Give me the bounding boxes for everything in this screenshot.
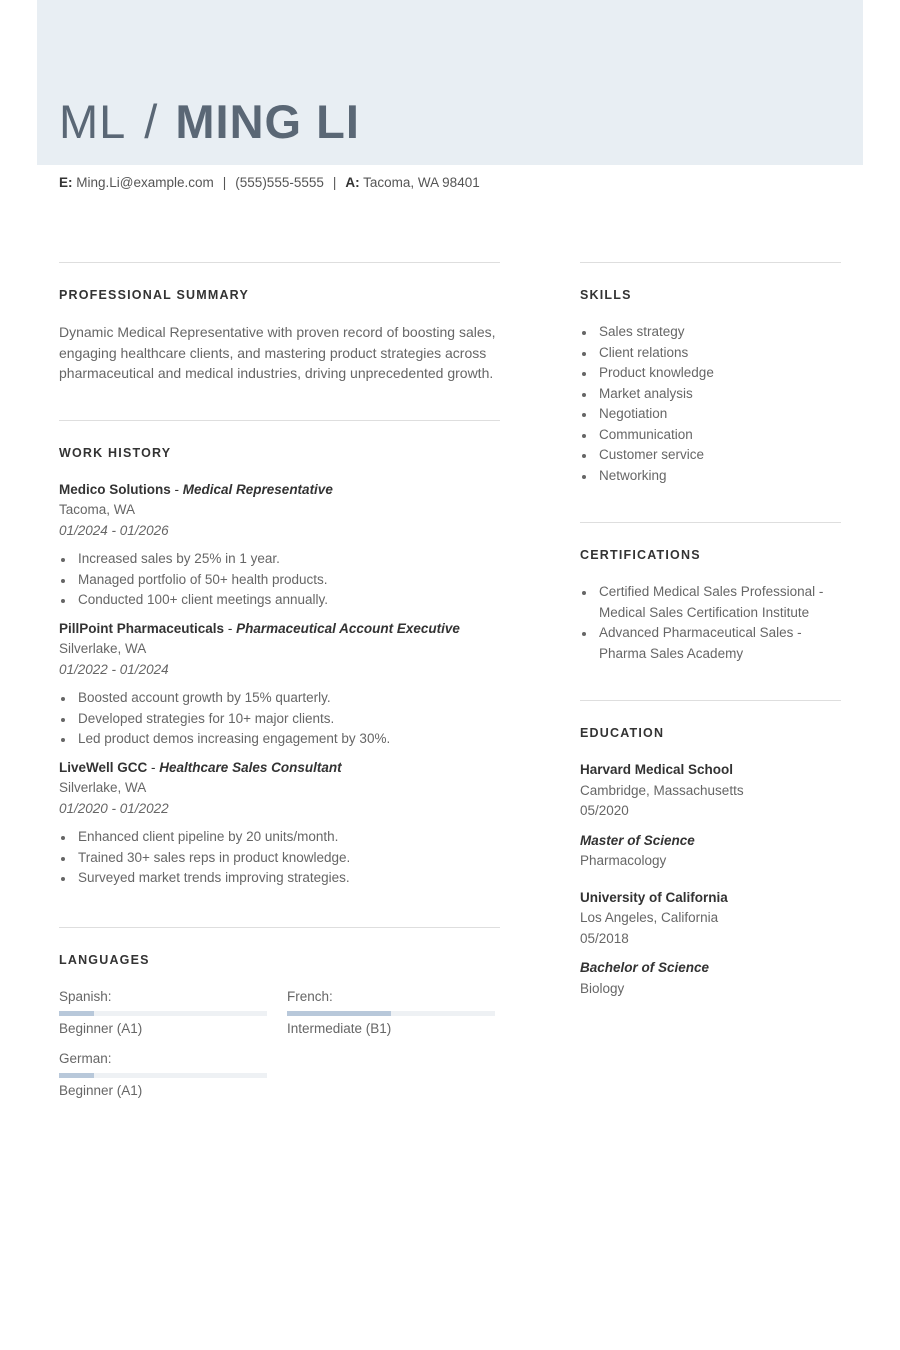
section-title-languages: LANGUAGES [59, 952, 150, 967]
skill-item: Negotiation [580, 404, 841, 425]
education-degree: Master of Science [580, 832, 695, 848]
job-role: Medical Representative [182, 481, 333, 497]
job-role: Healthcare Sales Consultant [159, 759, 342, 775]
skill-item: Client relations [580, 343, 841, 364]
name-initials: ML [59, 95, 127, 148]
education-entry [580, 888, 841, 1000]
job-dates: 01/2020 - 01/2022 [59, 800, 169, 816]
section-divider [59, 927, 500, 928]
name-separator: / [144, 95, 158, 148]
education-degree: Bachelor of Science [580, 960, 710, 975]
job-dash: - [147, 759, 160, 775]
language-bar-fill [59, 1011, 94, 1016]
job-company: Medico Solutions [59, 481, 171, 497]
job-heading [59, 619, 500, 640]
skill-item: Networking [580, 466, 841, 487]
email-label: E: [59, 175, 73, 190]
summary-section [59, 262, 500, 384]
job-company: PillPoint Pharmaceuticals [59, 620, 225, 636]
education-school: Harvard Medical School [580, 762, 734, 777]
section-title-work: WORK HISTORY [59, 445, 172, 460]
job-heading [59, 758, 500, 779]
address-label: A: [345, 175, 360, 190]
section-divider [580, 522, 841, 523]
skills-section [580, 262, 841, 486]
language-level: Beginner (A1) [59, 1020, 143, 1036]
certification-item: Advanced Pharmaceutical Sales - Pharma Sales Academy [580, 623, 841, 664]
job-bullet: Enhanced client pipeline by 20 units/month. [59, 827, 500, 848]
education-date: 05/2020 [580, 803, 629, 818]
contact-line [59, 175, 480, 190]
language-level: Intermediate (B1) [287, 1020, 392, 1036]
language-level: Beginner (A1) [59, 1082, 143, 1098]
job-location: Silverlake, WA [59, 641, 147, 656]
languages-grid [59, 987, 500, 1101]
job-dash: - [224, 620, 237, 636]
job-bullets [59, 549, 500, 611]
job-bullet: Trained 30+ sales reps in product knowledge. [59, 848, 500, 869]
name-heading [59, 92, 360, 152]
language-name: Spanish: [59, 988, 112, 1004]
education-school: University of California [580, 889, 728, 905]
education-field: Biology [580, 980, 625, 996]
language-bar [59, 1073, 267, 1078]
language-item [287, 987, 495, 1039]
education-date: 05/2018 [580, 930, 629, 946]
language-bar-fill [59, 1073, 94, 1078]
job-bullet: Led product demos increasing engagement by 30%. [59, 729, 500, 750]
address-value: Tacoma, WA 98401 [363, 175, 480, 190]
skill-item: Communication [580, 425, 841, 446]
job-bullet: Increased sales by 25% in 1 year. [59, 549, 500, 570]
section-title-certifications: CERTIFICATIONS [580, 548, 701, 562]
left-column [59, 262, 500, 1137]
job-dates: 01/2024 - 01/2026 [59, 522, 169, 538]
language-name: German: [59, 1050, 112, 1066]
skill-item: Sales strategy [580, 322, 841, 343]
job-bullet: Developed strategies for 10+ major clients. [59, 709, 500, 730]
skill-item: Product knowledge [580, 363, 841, 384]
section-title-skills: SKILLS [580, 288, 632, 302]
education-section [580, 700, 841, 999]
job-company: LiveWell GCC [59, 759, 148, 775]
section-divider [59, 420, 500, 421]
section-divider [59, 262, 500, 263]
education-location: Los Angeles, California [580, 910, 719, 925]
job-role: Pharmaceutical Account Executive [236, 620, 460, 636]
skill-item: Customer service [580, 445, 841, 466]
job-bullet: Managed portfolio of 50+ health products. [59, 570, 500, 591]
language-item [59, 987, 267, 1039]
contact-divider: | [332, 175, 337, 190]
summary-text: Dynamic Medical Representative with proven record of boosting sales, engaging healthcare clients, and mastering product strategies across pharmaceutical and medical industries, driving unprecedented growth. [59, 324, 496, 381]
job-dash: - [170, 481, 183, 497]
job-entry [59, 480, 500, 611]
certifications-section [580, 522, 841, 664]
job-bullets [59, 688, 500, 750]
contact-divider: | [222, 175, 227, 190]
job-bullet: Surveyed market trends improving strategies. [59, 868, 500, 889]
job-dates: 01/2022 - 01/2024 [59, 661, 169, 677]
full-name: MING LI [175, 95, 360, 148]
language-item [59, 1049, 267, 1101]
job-bullet: Conducted 100+ client meetings annually. [59, 590, 500, 611]
job-location: Silverlake, WA [59, 780, 147, 795]
education-location: Cambridge, Massachusetts [580, 782, 744, 798]
section-divider [580, 262, 841, 263]
education-field: Pharmacology [580, 853, 667, 868]
section-divider [580, 700, 841, 701]
skill-item: Market analysis [580, 384, 841, 405]
language-name: French: [287, 988, 333, 1004]
job-location: Tacoma, WA [59, 502, 136, 517]
email-value[interactable]: Ming.Li@example.com [76, 175, 214, 190]
language-bar [59, 1011, 267, 1016]
language-bar-fill [287, 1011, 391, 1016]
job-heading [59, 480, 500, 501]
section-title-summary: PROFESSIONAL SUMMARY [59, 288, 249, 302]
job-entry [59, 619, 500, 750]
skills-list [580, 322, 841, 486]
job-bullets [59, 827, 500, 889]
phone-value[interactable]: (555)555-5555 [235, 175, 324, 190]
language-bar [287, 1011, 495, 1016]
certifications-list [580, 582, 841, 664]
languages-section [59, 927, 500, 1101]
job-bullet: Boosted account growth by 15% quarterly. [59, 688, 500, 709]
section-title-education: EDUCATION [580, 726, 665, 740]
certification-item: Certified Medical Sales Professional - Medical Sales Certification Institute [580, 582, 841, 623]
job-entry [59, 758, 500, 889]
work-section [59, 420, 500, 889]
right-column [580, 262, 841, 1035]
education-entry [580, 760, 841, 872]
